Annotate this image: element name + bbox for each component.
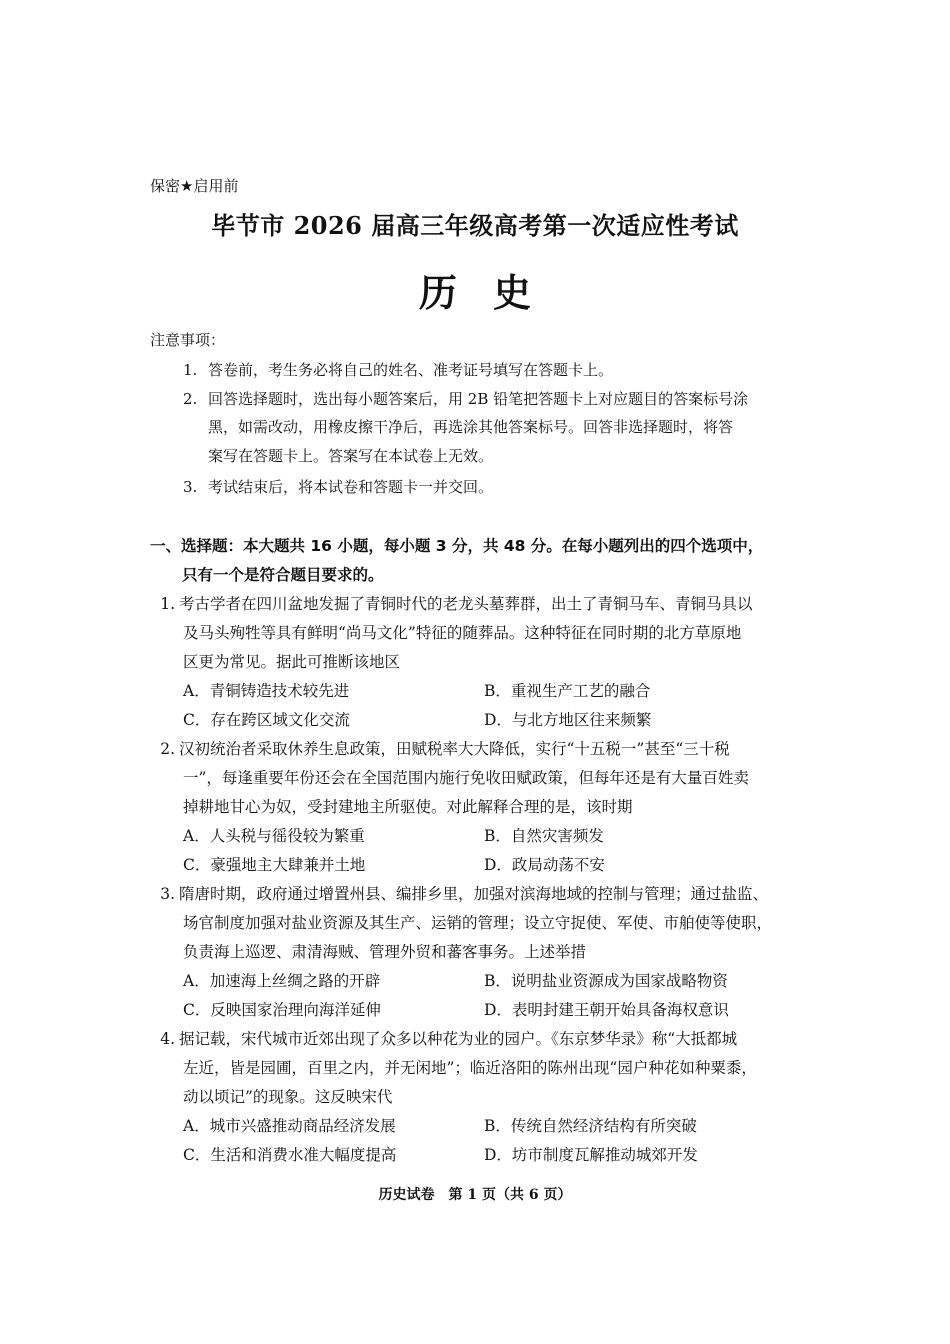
option-d: D．坊市制度瓦解推动城郊开发 xyxy=(484,1146,698,1164)
notice-item xyxy=(183,388,748,409)
option-c: C．生活和消费水准大幅度提高 xyxy=(183,1146,397,1164)
option-d: D．政局动荡不安 xyxy=(484,856,605,874)
question-line: 考古学者在四川盆地发掘了青铜时代的老龙头墓葬群，出土了青铜马车、青铜马具以 xyxy=(179,595,753,613)
question-line: 隋唐时期，政府通过增置州县、编排乡里，加强对滨海地域的控制与管理；通过盐监、 xyxy=(179,885,769,903)
section-heading: 一、选择题：本大题共 16 小题，每小题 3 分，共 48 分。在每小题列出的四个选项中， xyxy=(150,537,764,555)
page-footer: 历史试卷 第 1 页（共 6 页） xyxy=(378,1187,572,1203)
option-c: C．存在跨区域文化交流 xyxy=(183,711,350,729)
question-4 xyxy=(150,1027,737,1049)
question-number: 2. xyxy=(160,740,175,758)
subject-title: 历史 xyxy=(418,270,567,315)
question-line: 掉耕地甘心为奴，受封建地主所驱使。对此解释合理的是，该时期 xyxy=(183,798,633,816)
notice-number: 1. xyxy=(183,361,198,379)
option-d: D．表明封建王朝开始具备海权意识 xyxy=(484,1001,729,1019)
exam-title: 毕节市 2026 届高三年级高考第一次适应性考试 xyxy=(211,211,739,240)
notice-number: 2. xyxy=(183,390,198,408)
option-b: B．说明盐业资源成为国家战略物资 xyxy=(484,972,728,990)
question-line: 据记载，宋代城市近郊出现了众多以种花为业的园户。《东京梦华录》称“大抵都城 xyxy=(179,1030,738,1048)
question-line: 左近，皆是园圃，百里之内，并无闲地”；临近洛阳的陈州出现“园户种花如种粟黍， xyxy=(183,1059,757,1077)
question-line: 动以顷记”的现象。这反映宋代 xyxy=(183,1088,393,1106)
option-a: A．城市兴盛推动商品经济发展 xyxy=(183,1117,396,1135)
question-line: 一”，每逢重要年份还会在全国范围内施行免收田赋政策，但每年还是有大量百姓卖 xyxy=(183,769,749,787)
option-d: D．与北方地区往来频繁 xyxy=(484,711,652,729)
question-number: 1. xyxy=(160,595,175,613)
notice-item xyxy=(183,359,613,380)
notice-line: 答卷前，考生务必将自己的姓名、准考证号填写在答题卡上。 xyxy=(208,361,614,379)
notice-line: 案写在答题卡上。答案写在本试卷上无效。 xyxy=(208,447,494,465)
notice-item xyxy=(183,476,493,497)
notice-line: 考试结束后，将本试卷和答题卡一并交回。 xyxy=(208,478,494,496)
question-line: 汉初统治者采取休养生息政策，田赋税率大大降低，实行“十五税一”甚至“三十税 xyxy=(179,740,730,758)
notice-number: 3. xyxy=(183,478,198,496)
section-heading-cont: 只有一个是符合题目要求的。 xyxy=(182,566,384,584)
question-line: 及马头殉牲等具有鲜明“尚马文化”特征的随葬品。这种特征在同时期的北方草原地 xyxy=(183,624,742,642)
notice-line: 黑，如需改动，用橡皮擦干净后，再选涂其他答案标号。回答非选择题时，将答 xyxy=(208,418,734,436)
question-1 xyxy=(150,592,753,614)
question-3 xyxy=(150,882,768,904)
question-line: 区更为常见。据此可推断该地区 xyxy=(183,653,401,671)
question-number: 4. xyxy=(160,1030,175,1048)
question-2 xyxy=(150,737,730,759)
confidential-label: 保密★启用前 xyxy=(150,177,239,195)
question-line: 负责海上巡逻、肃清海贼、管理外贸和蕃客事务。上述举措 xyxy=(183,943,587,961)
option-b: B．传统自然经济结构有所突破 xyxy=(484,1117,697,1135)
option-a: A．青铜铸造技术较先进 xyxy=(183,682,350,700)
option-a: A．加速海上丝绸之路的开辟 xyxy=(183,972,381,990)
option-b: B．重视生产工艺的融合 xyxy=(484,682,651,700)
question-line: 场官制度加强对盐业资源及其生产、运销的管理；设立守捉使、军使、市舶使等使职， xyxy=(183,914,773,932)
option-c: C．豪强地主大肆兼并土地 xyxy=(183,856,366,874)
option-b: B．自然灾害频发 xyxy=(484,827,604,845)
question-number: 3. xyxy=(160,885,175,903)
notice-line: 回答选择题时，选出每小题答案后，用 2B 铅笔把答题卡上对应题目的答案标号涂 xyxy=(208,390,749,408)
notice-heading: 注意事项： xyxy=(150,331,226,349)
option-a: A．人头税与徭役较为繁重 xyxy=(183,827,365,845)
option-c: C．反映国家治理向海洋延伸 xyxy=(183,1001,381,1019)
